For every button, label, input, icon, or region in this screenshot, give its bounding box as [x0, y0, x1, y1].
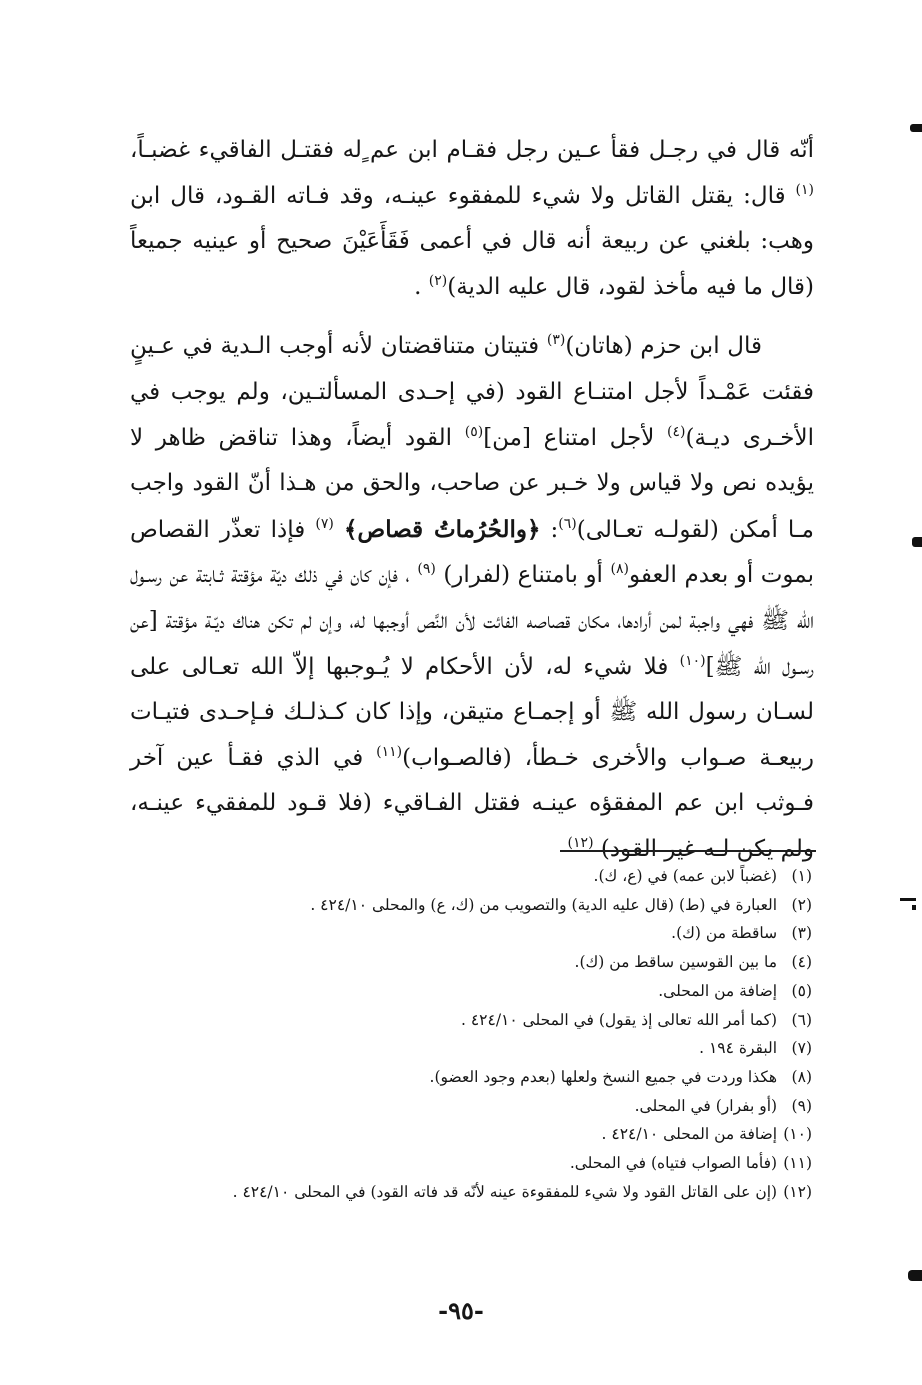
footnote-item — [132, 862, 812, 891]
footnote-ref[interactable]: (١٠) — [679, 652, 706, 669]
text-run: قال ابن حزم (هاتان) — [565, 333, 763, 360]
footnote-ref[interactable]: (٨) — [610, 561, 629, 578]
footnote-item — [132, 1063, 812, 1092]
footnote-text: ساقطة من (ك). — [671, 924, 782, 943]
margin-mark — [908, 1270, 922, 1281]
footnote-text: (كما أمر الله تعالى إذ يقول) في المحلى ٤٢٤/١٠ . — [460, 1010, 782, 1029]
footnote-number: (١٠) — [783, 1125, 812, 1144]
footnote-number: (٣) — [791, 924, 812, 943]
text-run: في الذي فقـأ عين آخر فـوثب ابن عم المفقؤه عينـه فقتل الفـاقيء (فلا قـود للمفقيء عينـه، ولم يكن لـه غير القود) — [130, 744, 814, 862]
margin-mark — [912, 905, 916, 910]
footnote-item — [132, 919, 812, 948]
footnote-ref[interactable]: (١٢) — [567, 834, 594, 851]
footnote-text: (غضباً لابن عمه) في (ع، ك). — [593, 867, 782, 885]
text-run: لأجل امتناع [من] — [483, 424, 668, 451]
footnote-item — [132, 1092, 812, 1121]
footnote-text: هكذا وردت في جميع النسخ ولعلها (بعدم وجود العضو). — [429, 1067, 782, 1086]
main-text — [130, 128, 814, 873]
footnote-ref[interactable]: (٤) — [667, 423, 686, 440]
footnote-number: (١١) — [783, 1154, 812, 1173]
footnote-item — [132, 948, 812, 977]
margin-mark — [910, 124, 922, 132]
footnote-ref[interactable]: (٧) — [315, 515, 334, 532]
footnotes-list — [132, 862, 812, 1206]
footnote-ref[interactable]: (٦) — [558, 515, 577, 532]
footnote-text: (أو بفرار) في المحلى. — [634, 1096, 782, 1115]
footnote-text: (فأما الصواب فتياه) في المحلى. — [569, 1154, 782, 1173]
footnote-item — [132, 1120, 812, 1149]
footnote-text: (إن على القاتل القود ولا شيء للمفقوءة عينه لأنّه قد فاته القود) في المحلى ٤٢٤/١٠ . — [232, 1182, 782, 1201]
text-run: : — [540, 516, 559, 543]
footnote-ref[interactable]: (١) — [795, 181, 814, 198]
text-run: فلا شيء له، لأن الأحكام لا يُـوجبها إلاّ الله تعـالى على لسـان رسول الله ﷺ أو إجمـاع متيقن، وإذا كان كـذلـك فـإحـدى فتيـات ربيعـة صـواب والأخرى خـطأ، (فالصـواب) — [130, 653, 814, 771]
footnote-number: (١) — [791, 867, 812, 885]
text-run: فإذا تعذّر القصاص بموت أو بعدم العفو — [130, 516, 815, 589]
footnote-ref[interactable]: (٢) — [428, 272, 448, 289]
margin-mark — [900, 898, 916, 901]
paragraph-2 — [130, 324, 814, 872]
page-number: -٩٥- — [438, 1296, 484, 1325]
footnote-number: (٤) — [791, 953, 812, 972]
text-run: ، فإن كان في ذلك ديّة مؤقتة ثـابتة عن رسـول الله ﷺ فهي واجبة لمن أرادها، مكان قصاصه الفائت لأن النَّص أوجبها له، وإن لم تكن هناك ديّـة مؤقتة [عن رسـول الله ﷺ] — [130, 562, 814, 680]
text-run: القود أيضاً، وهذا تناقض ظاهر لا يؤيده نص ولا قياس ولا خـبر عن صاحب، والحق من هـذا أنّ القود واجب مـا أمكن (لقولـه تعـالى) — [130, 424, 814, 543]
footnote-text: البقرة ١٩٤ . — [699, 1039, 782, 1058]
footnote-item — [132, 1149, 812, 1178]
footnote-item — [132, 1006, 812, 1035]
footnote-text: إضافة من المحلى ٤٢٤/١٠ . — [601, 1125, 782, 1144]
footnote-number: (٥) — [791, 981, 812, 1000]
footnote-ref[interactable]: (٥) — [464, 423, 484, 440]
footnote-item — [132, 977, 812, 1006]
footnote-number: (١٢) — [783, 1182, 812, 1201]
footnote-separator — [560, 850, 816, 852]
text-run: أنّه قال في رجـل فقأ عـين رجل فقـام ابن عم ٍله فقتـل الفاقيء غضبـاً، — [130, 137, 814, 163]
paragraph-1 — [130, 128, 814, 310]
footnote-ref[interactable]: (١١) — [376, 743, 403, 760]
text-run: أو بامتناع (لفرار) — [435, 562, 611, 589]
footnote-ref[interactable]: (٣) — [546, 332, 566, 349]
footnote-number: (٩) — [791, 1096, 812, 1115]
text-run — [334, 517, 344, 543]
footnote-ref[interactable]: (٩) — [417, 561, 436, 578]
quran-quote: ﴿والحُرُماتُ قصاص﴾ — [343, 515, 541, 543]
text-run: فتيتان متناقضتان لأنه أوجب الـدية في عـينٍ فقئت عَمْـداً لأجل امتنـاع القود (في إحـدى المسألتـين، ولم يوجب في الأخـرى ديـة) — [130, 333, 814, 451]
footnote-number: (٦) — [791, 1010, 812, 1029]
footnote-text: العبارة في (ط) (قال عليه الدية) والتصويب من (ك، ع) والمحلى ٤٢٤/١٠ . — [310, 895, 782, 914]
footnote-number: (٨) — [791, 1067, 812, 1086]
footnote-item — [132, 1178, 812, 1207]
footnote-number: (٢) — [791, 895, 812, 914]
footnote-text: إضافة من المحلى. — [658, 981, 782, 1000]
text-run: قال: يقتل القاتل ولا شيء للمفقوء عينـه، وقد فـاته القـود، قال ابن وهب: بلغني عن ربيعة أنه قال في أعمى فَقَأَعَيْنَ صحيح أو عينيه جميعاً (قال ما فيه مأخذ لقود، قال عليه الدية) — [130, 182, 814, 300]
margin-mark — [912, 537, 922, 547]
footnote-text: ما بين القوسين ساقط من (ك). — [574, 953, 782, 972]
footnote-number: (٧) — [791, 1039, 812, 1058]
text-run: . — [414, 273, 429, 300]
footnote-item — [132, 891, 812, 920]
footnote-item — [132, 1034, 812, 1063]
